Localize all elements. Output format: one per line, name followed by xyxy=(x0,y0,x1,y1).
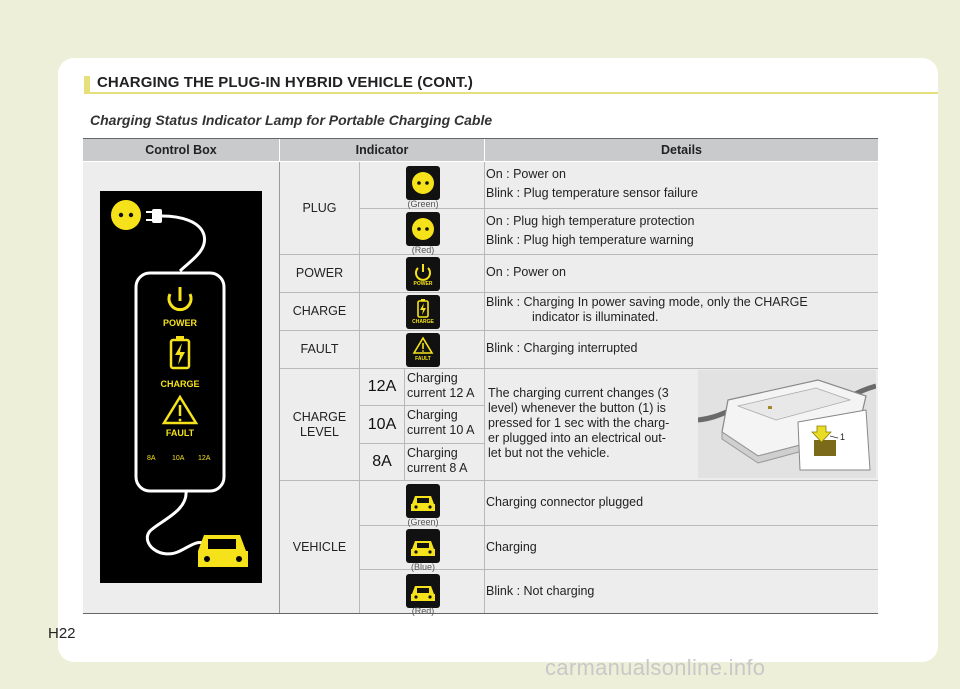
charge-details-1: Blink : Charging In power saving mode, only the CHARGE xyxy=(486,295,808,309)
indicator-plug: PLUG xyxy=(302,200,337,215)
charge-level-desc-4: er plugged into an electrical out- xyxy=(488,431,666,445)
indicator-power: POWER xyxy=(295,266,344,280)
col-sep-3 xyxy=(484,162,485,613)
indicator-vehicle: VEHICLE xyxy=(292,539,347,554)
cb-level-12a: 12A xyxy=(198,455,211,462)
plug-red-details-2: Blink : Plug high temperature warning xyxy=(486,233,694,247)
charge-level-label-1: CHARGE xyxy=(292,409,347,424)
plug-red-caption: (Red) xyxy=(411,245,435,255)
plug-green-caption: (Green) xyxy=(407,199,439,209)
vehicle-red-details: Blink : Not charging xyxy=(486,584,595,598)
cb-level-10a: 10A xyxy=(172,455,185,462)
cb-charge-text: CHARGE xyxy=(160,379,200,389)
level-col-sep xyxy=(404,368,405,480)
charge-level-desc-3: pressed for 1 sec with the charg- xyxy=(488,416,670,430)
vehicle-blue-details: Charging xyxy=(486,540,537,554)
level-10a-text-2: current 10 A xyxy=(407,423,475,437)
level-12a-text-1: Charging xyxy=(407,371,458,385)
charge-level-desc-5: let but not the vehicle. xyxy=(488,446,610,460)
level-8a-code: 8A xyxy=(372,453,392,470)
level-12a-text-2: current 12 A xyxy=(407,386,475,400)
vehicle-green-car-icon xyxy=(406,484,440,518)
vehicle-red-caption: (Red) xyxy=(411,606,435,616)
plug-green-icon xyxy=(406,166,440,200)
header-details: Details xyxy=(485,139,878,161)
indicator-fault: FAULT xyxy=(300,342,339,356)
charge-level-desc-1: The charging current changes (3 xyxy=(488,386,669,400)
vehicle-blue-caption: (Blue) xyxy=(410,562,435,572)
control-box-photo xyxy=(698,370,876,478)
vehicle-green-caption: (Green) xyxy=(407,517,439,527)
section-title: CHARGING THE PLUG-IN HYBRID VEHICLE (CONT.) xyxy=(97,74,473,91)
section-underline xyxy=(90,92,938,94)
charge-level-label-2: LEVEL xyxy=(300,424,339,439)
vehicle-green-details: Charging connector plugged xyxy=(486,495,644,509)
fault-details: Blink : Charging interrupted xyxy=(486,341,638,355)
level-8a-text-2: current 8 A xyxy=(407,461,468,475)
plug-green-details-2: Blink : Plug temperature sensor failure xyxy=(486,186,698,200)
power-icon-text: POWER xyxy=(413,281,433,287)
row-sep xyxy=(280,254,878,255)
subtitle: Charging Status Indicator Lamp for Portable Charging Cable xyxy=(90,112,493,128)
cb-power-text: POWER xyxy=(162,318,197,328)
table-bottom-rule xyxy=(83,613,878,614)
level-10a-text-1: Charging xyxy=(407,408,458,422)
header-control-box: Control Box xyxy=(83,139,279,161)
row-sep xyxy=(280,480,878,481)
cb-fault-text: FAULT xyxy=(165,428,195,438)
plug-green-details-1: On : Power on xyxy=(486,167,566,181)
watermark: carmanualsonline.info xyxy=(545,655,766,680)
indicator-charge: CHARGE xyxy=(292,304,347,318)
cb-level-8a: 8A xyxy=(147,455,156,462)
indicator-charge-level xyxy=(280,369,359,480)
plug-red-details-1: On : Plug high temperature protection xyxy=(486,214,695,228)
button-callout: 1 xyxy=(840,432,846,442)
level-12a-code: 12A xyxy=(367,378,397,395)
vehicle-blue-car-icon xyxy=(406,529,440,563)
charge-icon-text: CHARGE xyxy=(412,319,434,325)
row-sep xyxy=(280,330,878,331)
row-sep xyxy=(280,292,878,293)
charge-level-desc-2: level) whenever the button (1) is xyxy=(488,401,666,415)
page-number: H22 xyxy=(48,625,76,642)
charge-details-2: indicator is illuminated. xyxy=(532,310,659,324)
plug-red-icon xyxy=(406,212,440,246)
header-indicator: Indicator xyxy=(280,139,484,161)
power-details: On : Power on xyxy=(486,265,566,279)
level-10a-code: 10A xyxy=(367,415,397,433)
fault-icon-text: FAULT xyxy=(415,356,431,362)
level-8a-text-1: Charging xyxy=(407,446,458,460)
vehicle-red-car-icon xyxy=(406,574,440,608)
